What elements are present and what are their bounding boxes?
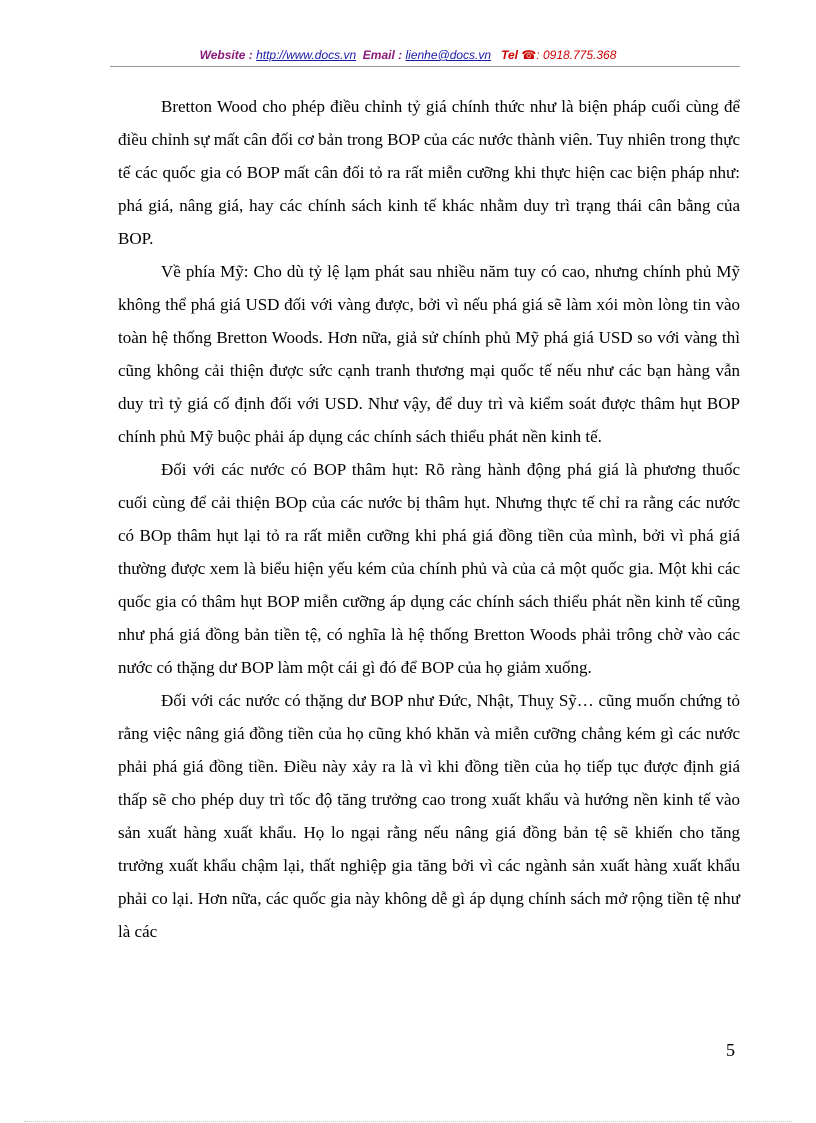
header-divider	[110, 66, 740, 67]
phone-number: : 0918.775.368	[536, 48, 617, 62]
paragraph-usa: Về phía Mỹ: Cho dù tỷ lệ lạm phát sau nhiều năm tuy có cao, nhưng chính phủ Mỹ không thể phá giá USD đối với vàng được, bởi vì nếu phá giá sẽ làm xói mòn lòng tin vào toàn hệ thống Bretton Woods. Hơn nữa, giả sử chính phủ Mỹ phá giá USD so với vàng thì cũng không cải thiện được sức cạnh tranh thương mại quốc tế nếu như các bạn hàng vẫn duy trì tỷ giá cố định đối với USD. Như vậy, để duy trì và kiểm soát được thâm hụt BOP chính phủ Mỹ buộc phải áp dụng các chính sách thiểu phát nền kinh tế.	[118, 262, 740, 446]
email-label: Email :	[362, 48, 403, 62]
phone-icon: ☎	[521, 48, 537, 62]
page-number: 5	[726, 1040, 735, 1060]
paragraph-deficit-countries: Đối với các nước có BOP thâm hụt: Rõ ràng hành động phá giá là phương thuốc cuối cùng để cải thiện BOp của các nước bị thâm hụt. Nhưng thực tế chỉ ra rằng các nước có BOp thâm hụt lại tỏ ra rất miễn cưỡng khi phá giá đồng tiền của mình, bởi vì phá giá thường được xem là biểu hiện yếu kém của chính phủ và của cả một quốc gia. Một khi các quốc gia có thâm hụt BOP miễn cưỡng áp dụng các chính sách thiểu phát nền kinh tế cũng như phá giá đồng bản tiền tệ, có nghĩa là hệ thống Bretton Woods phải trông chờ vào các nước có thặng dư BOP làm một cái gì đó để BOP của họ giảm xuống.	[118, 460, 740, 677]
website-label: Website :	[199, 48, 253, 62]
email-link[interactable]: lienhe@docs.vn	[405, 48, 492, 62]
tel-label: Tel	[501, 48, 518, 62]
website-link[interactable]: http://www.docs.vn	[256, 48, 357, 62]
paragraph-surplus-countries: Đối với các nước có thặng dư BOP như Đức, Nhật, Thuỵ Sỹ… cũng muốn chứng tỏ rằng việc nâng giá đồng tiền của họ cũng khó khăn và miễn cưỡng chẳng kém gì các nước phải phá giá đồng tiền. Điều này xảy ra là vì khi đồng tiền của họ tiếp tục được định giá thấp sẽ cho phép duy trì tốc độ tăng trưởng cao trong xuất khẩu và hướng nền kinh tế vào sản xuất hàng xuất khẩu. Họ lo ngại rằng nếu nâng giá đồng bản tệ sẽ khiến cho tăng trưởng xuất khẩu chậm lại, thất nghiệp gia tăng bởi vì các ngành sản xuất hàng xuất khẩu phải co lại. Hơn nữa, các quốc gia này không dễ gì áp dụng chính sách mở rộng tiền tệ như là các	[118, 691, 740, 941]
paragraph-bretton-wood: Bretton Wood cho phép điều chỉnh tỷ giá chính thức như là biện pháp cuối cùng để điều chỉnh sự mất cân đối cơ bản trong BOP của các nước thành viên. Tuy nhiên trong thực tế các quốc gia có BOP mất cân đối tỏ ra rất miễn cưỡng khi thực hiện cac biện pháp như: phá giá, nâng giá, hay các chính sách kinh tế khác nhằm duy trì trạng thái cân bằng của BOP.	[118, 97, 740, 248]
document-body	[118, 90, 740, 948]
page-header	[0, 48, 816, 62]
footer-divider	[24, 1121, 792, 1122]
